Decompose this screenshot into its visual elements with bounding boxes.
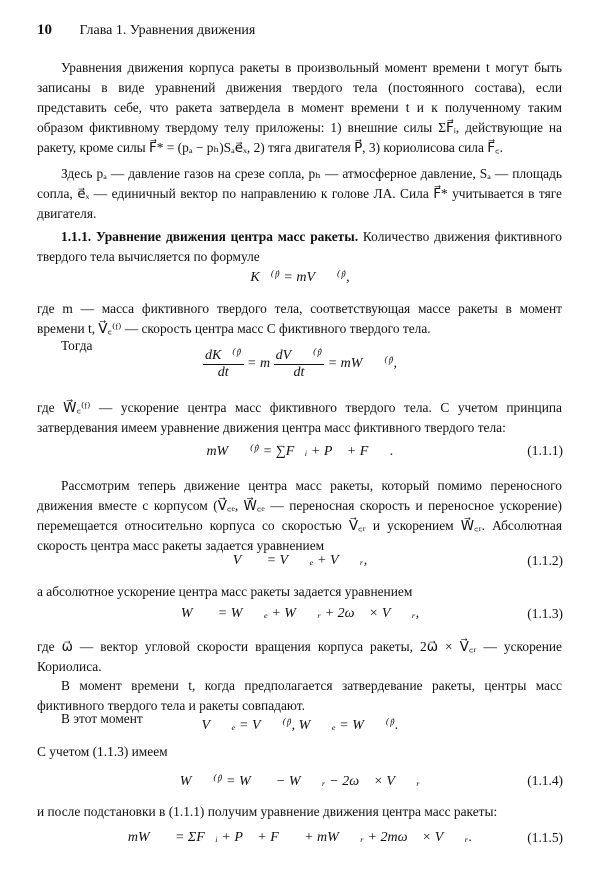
equation-derivative (0, 347, 600, 381)
fraction-dV-dt (274, 347, 325, 381)
equation-number: (1.1.1) (527, 443, 563, 458)
section-title: 1.1.1. Уравнение движения центра масс ракеты. (61, 229, 359, 244)
paragraph-coincidence: В момент времени t, когда предполагается затвердевание ракеты, центры масс фиктивного твердого тела и ракеты совпадают. (37, 678, 562, 713)
running-header (37, 22, 255, 39)
equation-body: W⃗꜀⁽ᶠ⁾ = W⃗꜀ − W⃗꜀ᵣ − 2ω⃗ × V⃗꜀ᵣ (179, 774, 421, 789)
paragraph-transport-motion: Рассмотрим теперь движение центра масс ракеты, который помимо переносного движения вместе с корпусом (V⃗꜀ₑ, W⃗꜀ₑ — переносная скорость и переносное ускорение) перемещается относительно корпуса со скоростью V⃗꜀ᵣ и ускорением W⃗꜀ᵣ. Абсолютная скорость центра масс ракеты задается уравнением (37, 478, 562, 553)
equation-1-1-2 (0, 553, 600, 569)
paragraph-mass-definition: где m — масса фиктивного твердого тела, соответствующая массе ракеты в момент времени t, V⃗꜀⁽ᶠ⁾ — скорость центра масс C фиктивного твердого тела. (37, 301, 562, 336)
equation-body: W⃗꜀ = W⃗꜀ₑ + W⃗꜀ᵣ + 2ω⃗ × V⃗꜀ᵣ, (180, 606, 420, 621)
equation-body: V⃗꜀ = V⃗꜀ₑ + V⃗꜀ᵣ, (232, 553, 368, 568)
equation-1-1-1 (0, 443, 600, 460)
equation-body: mW⃗꜀ = ΣF⃗ᵢ + P⃗ + F⃗꜀ + mW⃗꜀ᵣ + 2mω⃗ × V⃗꜀ᵣ. (127, 830, 473, 845)
paragraph-with-account: С учетом (1.1.3) имеем (37, 744, 168, 759)
equation-number: (1.1.2) (527, 553, 563, 568)
equation-momentum: K⃗⁽ᶠ⁾ = mV⃗꜀⁽ᶠ⁾, (250, 270, 350, 285)
page-number: 10 (37, 22, 52, 38)
equation-1-1-4 (0, 773, 600, 790)
equation-body: mW⃗꜀⁽ᶠ⁾ = ∑F⃗ᵢ + P⃗ + F⃗꜀. (206, 444, 394, 459)
equation-1-1-5 (0, 830, 600, 846)
equation-rhs: = mW⃗꜀⁽ᶠ⁾, (327, 356, 398, 372)
fraction-denominator: dt (217, 365, 229, 380)
paragraph-substitution: и после подстановки в (1.1.1) получим уравнение движения центра масс ракеты: (37, 804, 498, 819)
paragraph-notation: Здесь pₐ — давление газов на срезе сопла, pₕ — атмосферное давление, Sₐ — площадь сопла, e⃗ₓ — единичный вектор по направлению к голове ЛА. Сила F⃗* учитывается в тяге двигателя. (37, 166, 562, 221)
paragraph-coriolis: где ω⃗ — вектор угловой скорости вращения корпуса ракеты, 2ω⃗ × V⃗꜀ᵣ — ускорение Кориолиса. (37, 639, 562, 674)
equation-number: (1.1.4) (527, 773, 563, 788)
section-lead-text: Количество движения фиктивного твердого тела вычисляется по формуле (37, 229, 562, 264)
moment-label: В этот момент (61, 711, 143, 726)
equation-mid-prefix: = m (247, 356, 271, 372)
fraction-denominator: dt (293, 365, 305, 380)
fraction-numerator: dK⃗⁽ᶠ⁾ (204, 348, 242, 363)
equation-1-1-3 (0, 606, 600, 622)
fraction-numerator: dV⃗꜀⁽ᶠ⁾ (275, 348, 323, 363)
equation-number: (1.1.3) (527, 606, 563, 621)
then-label: Тогда (61, 338, 93, 353)
paragraph-acceleration: где W⃗꜀⁽ᶠ⁾ — ускорение центра масс фиктивного твердого тела. С учетом принципа затвердевания имеем уравнение движения центра масс фиктивного твердого тела: (37, 400, 562, 435)
equation-moment: V⃗꜀ₑ = V⃗꜀⁽ᶠ⁾, W⃗꜀ₑ = W⃗꜀⁽ᶠ⁾. (201, 718, 399, 733)
section-paragraph (37, 227, 562, 267)
paragraph-absolute-acceleration: а абсолютное ускорение центра масс ракеты задается уравнением (37, 584, 413, 599)
paragraph-intro: Уравнения движения корпуса ракеты в произвольный момент времени t могут быть записаны в виде уравнений движения твердого тела (постоянного состава), если представить себе, что ракета затвердела в момент времени t и к полученному таким образом фиктивному твердому телу приложены: 1) внешние силы ΣF⃗ᵢ, действующие на ракету, кроме силы F⃗* = (pₐ − pₕ)Sₐe⃗ₓ, 2) тяга двигателя P⃗, 3) кориолисова сила F⃗꜀. (37, 60, 562, 155)
chapter-title: Глава 1. Уравнения движения (79, 23, 256, 38)
equation-number: (1.1.5) (527, 830, 563, 845)
fraction-dK-dt (203, 347, 244, 381)
